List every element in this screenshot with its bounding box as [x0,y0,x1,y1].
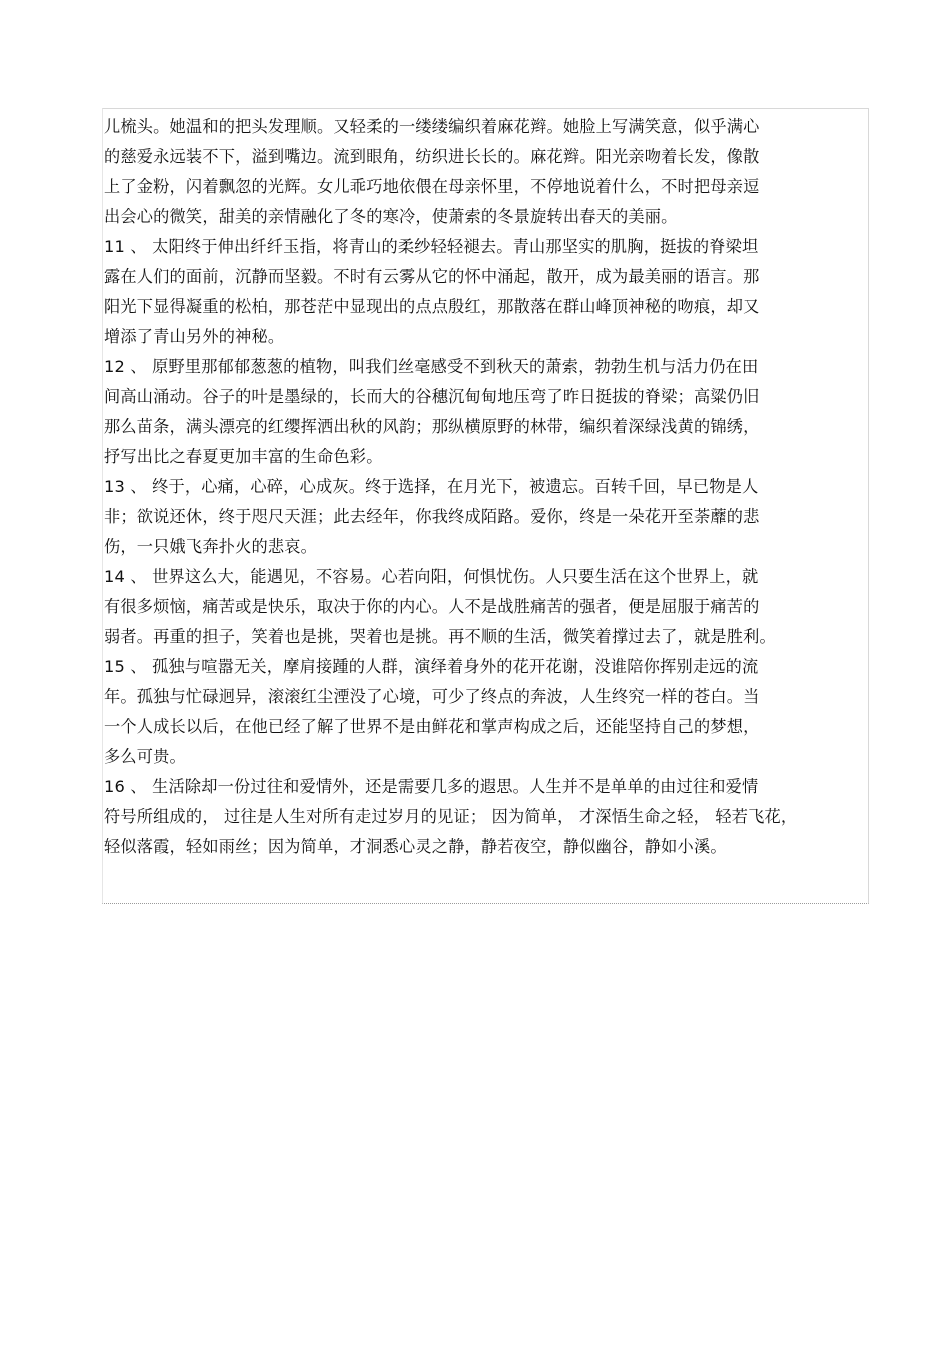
text-line: 出会心的微笑，甜美的亲情融化了冬的寒冷，使萧索的冬景旋转出春天的美丽。 [104,207,678,226]
text-line: 增添了青山另外的神秘。 [104,327,285,346]
text-line: 12 、 原野里那郁郁葱葱的植物，叫我们丝毫感受不到秋天的萧索，勃勃生机与活力仍在田 [104,357,759,376]
text-line: 符号所组成的， 过往是人生对所有走过岁月的见证； 因为简单， 才深悟生命之轻， 轻若飞花， [104,807,798,826]
text-line: 间高山涌动。谷子的叶是墨绿的，长而大的谷穗沉甸甸地压弯了昨日挺拔的脊梁；高粱仍旧 [104,387,760,406]
text-line: 伤，一只娥飞奔扑火的悲哀。 [104,537,318,556]
text-line: 轻似落霞，轻如雨丝；因为简单，才洞悉心灵之静，静若夜空，静似幽谷，静如小溪。 [104,837,727,856]
text-line: 那么苗条，满头漂亮的红缨挥洒出秋的风韵；那纵横原野的林带，编织着深绿浅黄的锦绣， [104,417,760,436]
text-line: 11 、 太阳终于伸出纤纤玉指，将青山的柔纱轻轻褪去。青山那坚实的肌胸，挺拔的脊梁坦 [104,237,759,256]
text-line: 14 、 世界这么大，能遇见，不容易。心若向阳，何惧忧伤。人只要生活在这个世界上，就 [104,567,759,586]
text-line: 的慈爱永远装不下，溢到嘴边。流到眼角，纺织进长长的。麻花辫。阳光亲吻着长发，像散 [104,147,760,166]
document-body [104,112,884,862]
text-line: 一个人成长以后，在他已经了解了世界不是由鲜花和掌声构成之后，还能坚持自己的梦想， [104,717,760,736]
text-line: 阳光下显得凝重的松柏，那苍茫中显现出的点点殷红，那散落在群山峰顶神秘的吻痕，却又 [104,297,760,316]
text-line: 上了金粉，闪着飘忽的光辉。女儿乖巧地依偎在母亲怀里，不停地说着什么，不时把母亲逗 [104,177,760,196]
text-line: 儿梳头。她温和的把头发理顺。又轻柔的一缕缕编织着麻花辫。她脸上写满笑意，似乎满心 [104,117,760,136]
text-line: 抒写出比之春夏更加丰富的生命色彩。 [104,447,383,466]
text-line: 13 、 终于，心痛，心碎，心成灰。终于选择，在月光下，被遗忘。百转千回，早已物是人 [104,477,759,496]
text-line: 年。孤独与忙碌迥异，滚滚红尘湮没了心境，可少了终点的奔波，人生终究一样的苍白。当 [104,687,760,706]
text-line: 弱者。再重的担子，笑着也是挑，哭着也是挑。再不顺的生活，微笑着撑过去了，就是胜利。 [104,627,776,646]
text-line: 有很多烦恼，痛苦或是快乐，取决于你的内心。人不是战胜痛苦的强者，便是屈服于痛苦的 [104,597,760,616]
text-line: 16 、 生活除却一份过往和爱情外，还是需要几多的遐思。人生并不是单单的由过往和爱情 [104,777,759,796]
text-line: 露在人们的面前，沉静而坚毅。不时有云雾从它的怀中涌起，散开，成为最美丽的语言。那 [104,267,760,286]
text-line: 多么可贵。 [104,747,186,766]
text-line: 15 、 孤独与喧嚣无关，摩肩接踵的人群，演绎着身外的花开花谢，没谁陪你挥别走远的流 [104,657,759,676]
text-line: 非；欲说还休，终于咫尺天涯；此去经年，你我终成陌路。爱你，终是一朵花开至荼蘼的悲 [104,507,760,526]
